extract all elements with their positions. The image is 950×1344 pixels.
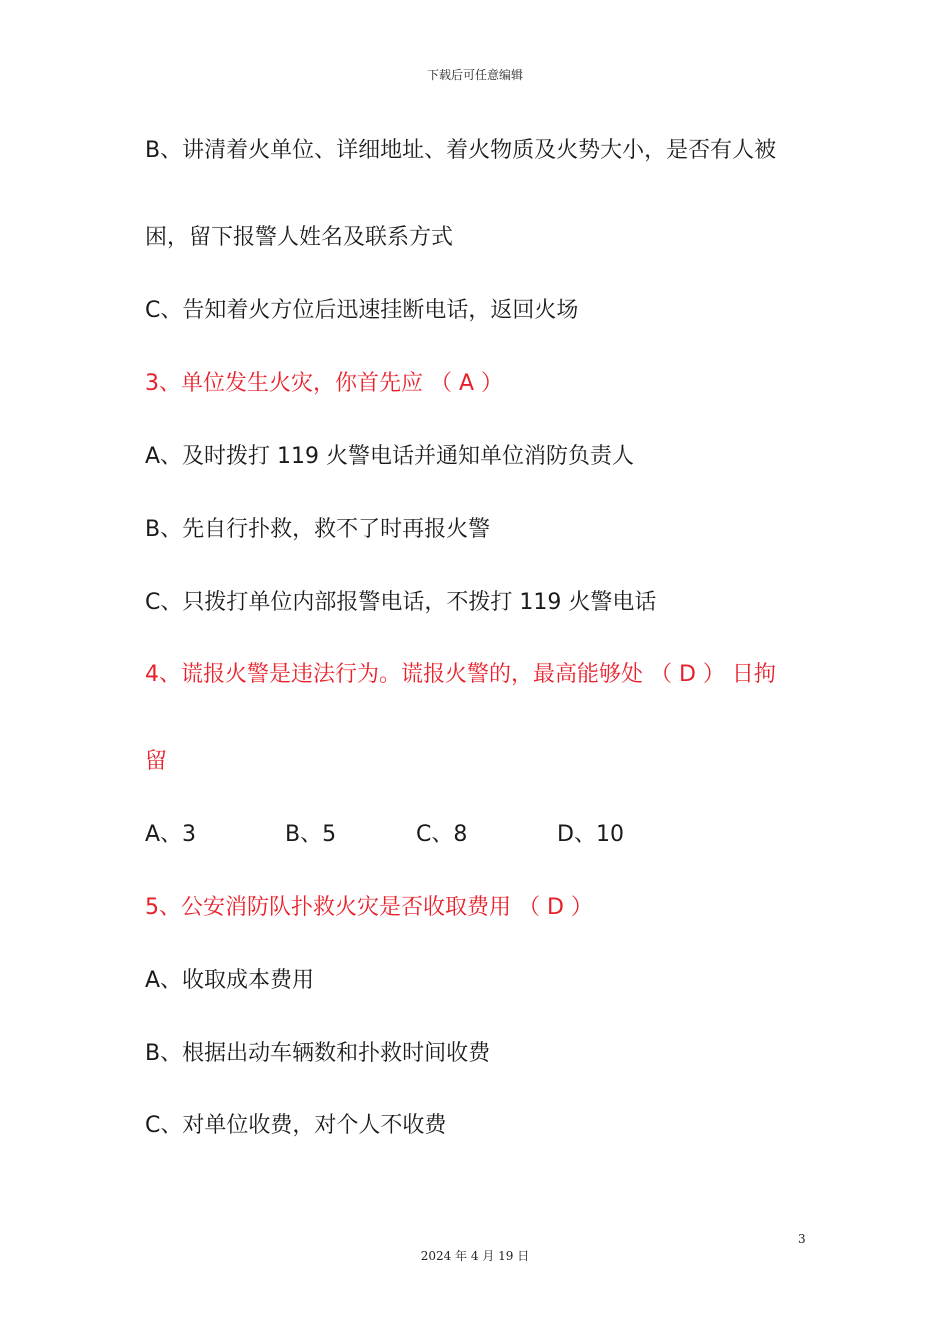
q5-option-a: A、收取成本费用 xyxy=(145,968,315,993)
q4-option-b: B、5 xyxy=(285,822,337,847)
q4-option-c: C、8 xyxy=(416,822,468,847)
option-b-line-1: B、讲清着火单位、详细地址、着火物质及火势大小，是否有人被 xyxy=(145,138,777,163)
q4-option-a: A、3 xyxy=(145,822,197,847)
question-4-line-2: 留 xyxy=(145,749,168,774)
footer-date: 2024 年 4 月 19 日 xyxy=(420,1249,530,1263)
question-3: 3、单位发生火灾，你首先应 （ A ） xyxy=(145,371,504,396)
q5-option-c: C、对单位收费，对个人不收费 xyxy=(145,1113,447,1138)
page-header: 下载后可任意编辑 xyxy=(426,68,523,82)
q3-option-a: A、及时拨打 119 火警电话并通知单位消防负责人 xyxy=(145,444,635,469)
question-4-line-1: 4、谎报火警是违法行为。谎报火警的，最高能够处 （ D ） 日拘 xyxy=(145,662,776,687)
option-c-line: C、告知着火方位后迅速挂断电话，返回火场 xyxy=(145,298,579,323)
q3-option-c: C、只拨打单位内部报警电话，不拨打 119 火警电话 xyxy=(145,590,657,615)
question-5: 5、公安消防队扑救火灾是否收取费用 （ D ） xyxy=(145,895,593,920)
page-number: 3 xyxy=(798,1232,806,1246)
q5-option-b: B、根据出动车辆数和扑救时间收费 xyxy=(145,1041,491,1066)
q4-option-d: D、10 xyxy=(557,822,624,847)
q3-option-b: B、先自行扑救，救不了时再报火警 xyxy=(145,517,491,542)
option-b-line-2: 困，留下报警人姓名及联系方式 xyxy=(145,225,454,250)
